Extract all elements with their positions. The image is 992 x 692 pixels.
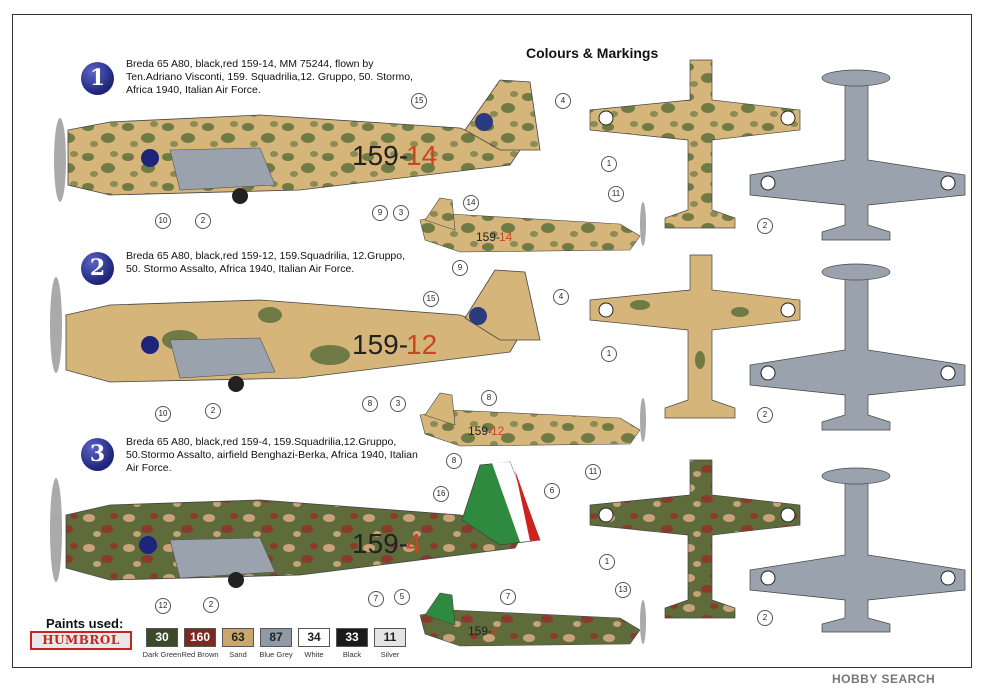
svg-text:12: 12 [406,329,438,360]
callout: 8 [362,396,378,412]
callout: 10 [155,406,171,422]
paint-chip-name: Red Brown [181,650,219,659]
callout: 9 [452,260,468,276]
paint-chip: 34 [298,628,330,647]
svg-text:159-: 159- [468,424,493,438]
callout: 13 [615,582,631,598]
aircraft-3-side [50,462,540,588]
callout: 1 [601,346,617,362]
callout: 2 [757,218,773,234]
svg-text:12: 12 [491,424,505,438]
callout: 6 [544,483,560,499]
aircraft-3-side-small [420,593,646,646]
paint-chip-name: White [304,650,324,659]
callout: 4 [553,289,569,305]
scheme-1-description: Breda 65 A80, black,red 159-14, MM 75244, flown by Ten.Adriano Visconti, 159. Squadrilia,12. Gruppo, 50. Stormo, Africa 1940, Italian Air Force. [126,58,413,96]
page-title: Colours & Markings [526,45,659,61]
watermark: HOBBY SEARCH [832,672,936,686]
paint-chip: 11 [374,628,406,647]
callout: 15 [423,291,439,307]
paint-chip-name: Blue Grey [259,650,293,659]
aircraft-2-bottom [750,264,965,430]
callout: 10 [155,213,171,229]
paint-chip-name: Dark Green [142,650,182,659]
paint-chip-name: Silver [380,650,400,659]
callout: 4 [555,93,571,109]
callout: 15 [411,93,427,109]
paint-chip: 160 [184,628,216,647]
aircraft-1-side-small [420,198,646,252]
callout: 9 [372,205,388,221]
scheme-3-description: Breda 65 A80, black,red 159-4, 159.Squadrilia,12.Gruppo, 50.Stormo Assalto, airfield Benghazi-Berka, Africa 1940, Italian Air Force. [126,436,418,474]
aircraft-3-bottom [750,468,965,632]
callout: 7 [500,589,516,605]
callout: 2 [757,610,773,626]
scheme-2-description: Breda 65 A80, black,red 159-12, 159.Squadrilia, 12.Gruppo, 50. Stormo Assalto, Africa 1940, Italian Air Force. [126,250,406,275]
callout: 8 [481,390,497,406]
aircraft-1-bottom [750,70,965,240]
callout: 1 [599,554,615,570]
svg-text:159-: 159- [352,329,409,360]
callout: 11 [608,186,624,202]
paint-chip: 63 [222,628,254,647]
svg-text:14: 14 [406,140,438,171]
aircraft-1-top [590,60,800,228]
callout: 5 [394,589,410,605]
callout: 2 [203,597,219,613]
scheme-3-number: 3 [81,438,114,471]
paint-chip: 30 [146,628,178,647]
svg-text:159-: 159- [352,528,409,559]
humbrol-logo: HUMBROL [30,631,132,650]
paint-chip-name: Black [342,650,362,659]
aircraft-1-side [54,80,540,204]
svg-text:14: 14 [499,230,513,244]
callout: 8 [446,453,462,469]
callout: 3 [390,396,406,412]
scheme-1-number: 1 [81,62,114,95]
svg-text:159-: 159- [352,140,409,171]
paint-chip: 33 [336,628,368,647]
svg-text:159-: 159- [468,624,493,638]
callout: 2 [195,213,211,229]
svg-text:4: 4 [491,624,498,638]
aircraft-2-side [50,270,540,392]
callout: 2 [205,403,221,419]
svg-text:4: 4 [406,528,422,559]
callout: 12 [155,598,171,614]
paint-chip: 87 [260,628,292,647]
callout: 3 [393,205,409,221]
paints-used-label: Paints used: [46,616,124,631]
callout: 14 [463,195,479,211]
svg-text:159-: 159- [476,230,501,244]
callout: 16 [433,486,449,502]
callout: 2 [757,407,773,423]
callout: 1 [601,156,617,172]
scheme-2-number: 2 [81,252,114,285]
callout: 11 [585,464,601,480]
paint-chip-name: Sand [229,650,247,659]
callout: 7 [368,591,384,607]
aircraft-2-side-small [420,393,646,446]
aircraft-2-top [590,255,800,418]
